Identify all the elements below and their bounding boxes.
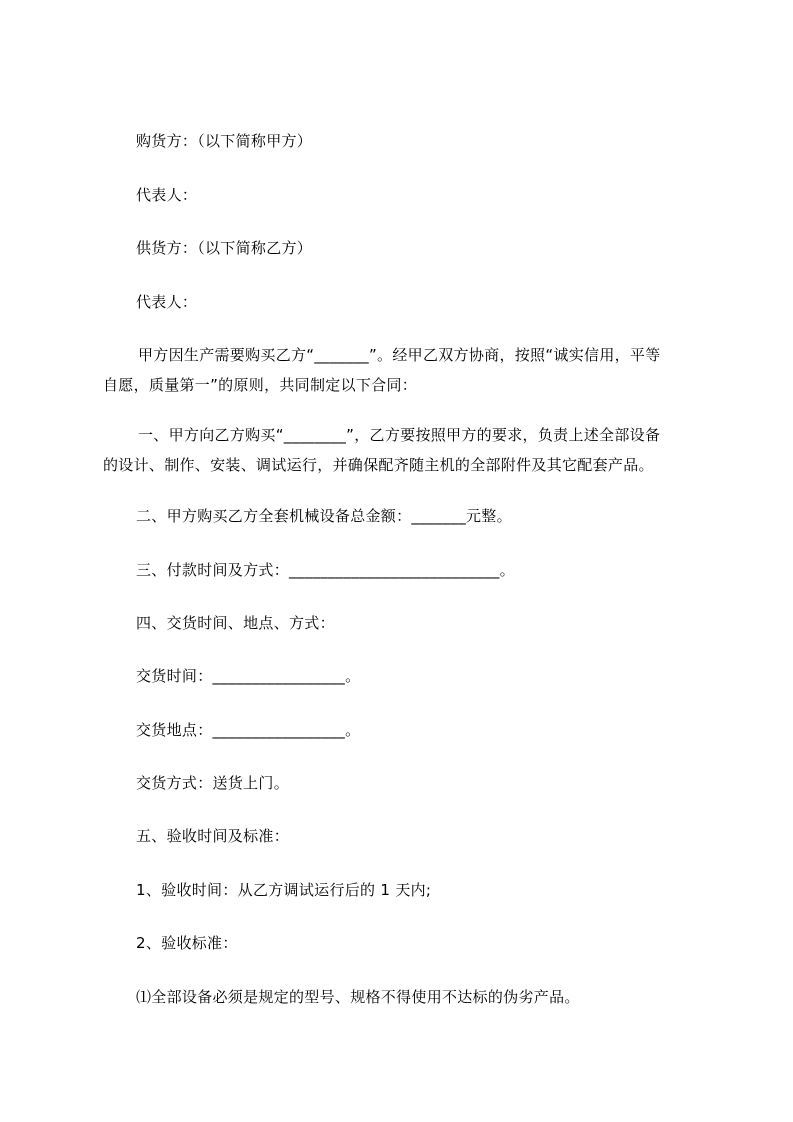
delivery-place: 交货地点：_________________。 [136,721,361,739]
supplier-representative: 代表人： [136,293,198,311]
clause-5: 五、验收时间及标准： [136,827,290,845]
clause-2: 二、甲方购买乙方全套机械设备总金额：_______元整。 [136,507,512,525]
delivery-time: 交货时间：_________________。 [136,667,361,685]
standard-item-1: ⑴全部设备必须是规定的型号、规格不得使用不达标的伪劣产品。 [136,988,580,1006]
acceptance-time: 1、验收时间：从乙方调试运行后的 1 天内; [136,881,432,899]
buyer-line: 购货方：（以下简称甲方） [136,132,313,150]
buyer-representative: 代表人： [136,186,198,204]
clause-1-paragraph [103,420,703,480]
clause-1-line-1: 一、甲方向乙方购买“________”，乙方要按照甲方的要求，负责上述全部设备 [138,426,661,444]
clause-3: 三、付款时间及方式：___________________________。 [136,561,515,579]
supplier-line: 供货方：（以下简称乙方） [136,239,313,257]
intro-paragraph [103,340,703,400]
intro-line-1: 甲方因生产需要购买乙方“_______”。经甲乙双方协商，按照“诚实信用，平等 [138,346,661,364]
delivery-method: 交货方式：送货上门。 [136,774,290,792]
acceptance-standard: 2、验收标准： [136,934,238,952]
clause-4: 四、交货时间、地点、方式： [136,614,335,632]
clause-1-line-2: 的设计、制作、安装、调试运行，并确保配齐随主机的全部附件及其它配套产品。 [103,456,654,474]
intro-line-2: 自愿，质量第一”的原则，共同制定以下合同： [103,376,418,394]
